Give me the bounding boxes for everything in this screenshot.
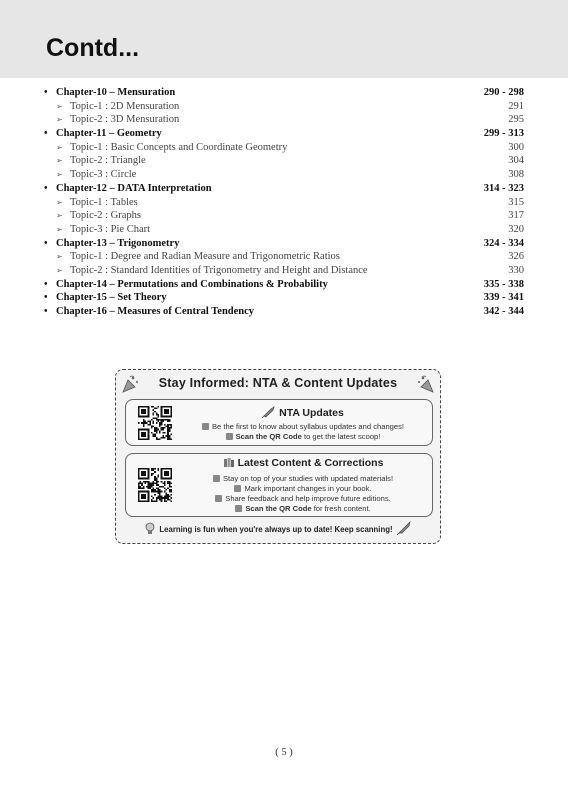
toc-pages: 335 - 338 xyxy=(483,278,524,290)
toc-topic-row xyxy=(44,141,524,155)
content-line-1: Stay on top of your studies with updated materials! xyxy=(174,474,432,483)
toc-topic-row xyxy=(44,100,524,114)
toc-entry xyxy=(44,305,254,319)
toc-topic-row xyxy=(44,250,524,264)
toc-pages: 342 - 344 xyxy=(483,306,524,317)
toc-label: Topic-3 : Pie Chart xyxy=(70,223,151,235)
toc-topic-row xyxy=(44,223,524,237)
toc-topic-row xyxy=(44,264,524,278)
arrow-bullet-icon: ➢ xyxy=(56,252,63,262)
toc-label: Chapter-15 – Set Theory xyxy=(56,292,167,304)
rocket-icon xyxy=(397,521,411,535)
bullet-icon: • xyxy=(44,306,48,317)
page-number: ( 5 ) xyxy=(275,747,293,758)
nta-updates-box xyxy=(125,399,433,446)
toc-pages: 339 - 341 xyxy=(483,292,524,304)
toc-label: Chapter-10 – Mensuration xyxy=(56,87,176,98)
content-line-2: Mark important changes in your book. xyxy=(174,484,432,493)
toc-entry xyxy=(44,182,212,196)
toc-label: Topic-2 : Standard Identities of Trigonometry and Height and Distance xyxy=(70,264,368,276)
books-icon xyxy=(223,457,235,468)
toc-entry xyxy=(44,86,175,100)
arrow-bullet-icon: ➢ xyxy=(56,156,63,166)
toc-chapter-row xyxy=(44,237,524,251)
toc-pages: 295 xyxy=(508,114,524,126)
toc-pages: 291 xyxy=(508,100,524,112)
toc-pages: 330 xyxy=(508,264,524,276)
toc-chapter-row xyxy=(44,291,524,305)
toc-label: Chapter-11 – Geometry xyxy=(56,128,162,140)
toc-entry xyxy=(56,250,340,264)
toc-entry xyxy=(56,100,179,114)
toc-entry xyxy=(56,141,287,155)
arrow-bullet-icon: ➢ xyxy=(56,115,63,125)
toc-entry xyxy=(56,113,179,127)
phone-icon xyxy=(235,505,242,512)
toc-entry xyxy=(56,264,368,278)
bullet-icon: • xyxy=(44,87,48,98)
megaphone-icon xyxy=(202,423,209,430)
toc-chapter-row xyxy=(44,127,524,141)
toc-topic-row xyxy=(44,113,524,127)
arrow-bullet-icon: ➢ xyxy=(56,197,63,207)
memo-icon xyxy=(234,485,241,492)
toc-label: Topic-2 : Triangle xyxy=(70,155,146,167)
toc-entry xyxy=(44,291,167,305)
content-line-4: Scan the QR Code for fresh content. xyxy=(174,504,432,513)
toc-topic-row xyxy=(44,154,524,168)
toc-pages: 317 xyxy=(508,210,524,222)
arrow-bullet-icon: ➢ xyxy=(56,101,63,111)
page-title: Contd... xyxy=(46,34,140,62)
phone-icon xyxy=(226,433,233,440)
toc-entry xyxy=(56,209,141,223)
toc-pages: 300 xyxy=(508,141,524,153)
party-popper-icon xyxy=(416,374,436,394)
toc-label: Topic-2 : Graphs xyxy=(70,210,141,222)
toc-pages: 314 - 323 xyxy=(483,182,524,194)
nta-line-2: Scan the QR Code to get the latest scoop! xyxy=(174,432,432,441)
toc-pages: 299 - 313 xyxy=(483,128,524,140)
content-line-3: Share feedback and help improve future editions. xyxy=(174,494,432,503)
bullet-icon: • xyxy=(44,237,48,249)
toc-chapter-row xyxy=(44,86,524,100)
sparkle-icon xyxy=(213,475,220,482)
toc-entry xyxy=(56,168,136,182)
toc-label: Chapter-12 – DATA Interpretation xyxy=(56,182,212,194)
toc-entry xyxy=(44,237,179,251)
qr-code-content[interactable] xyxy=(138,468,172,502)
toc-entry xyxy=(56,196,138,210)
toc-label: Chapter-16 – Measures of Central Tendency xyxy=(56,306,255,317)
toc-label: Topic-1 : Degree and Radian Measure and Trigonometric Ratios xyxy=(70,251,340,263)
toc-pages: 290 - 298 xyxy=(483,87,524,98)
toc-label: Chapter-14 – Permutations and Combinations & Probability xyxy=(56,278,328,290)
bullet-icon: • xyxy=(44,292,48,304)
updates-footer: Learning is fun when you're always up to date! Keep scanning! xyxy=(116,521,440,535)
updates-title: Stay Informed: NTA & Content Updates xyxy=(158,376,398,390)
nta-updates-title: NTA Updates xyxy=(174,406,432,419)
qr-code-nta[interactable] xyxy=(138,406,172,440)
toc-label: Chapter-13 – Trigonometry xyxy=(56,237,180,249)
toc-label: Topic-1 : Tables xyxy=(70,196,138,208)
updates-panel xyxy=(115,369,441,544)
toc-pages: 326 xyxy=(508,251,524,263)
bullet-icon: • xyxy=(44,128,48,140)
toc-pages: 308 xyxy=(508,169,524,181)
toc-label: Topic-3 : Circle xyxy=(70,169,137,181)
toc-pages: 304 xyxy=(508,155,524,167)
lightbulb-icon xyxy=(145,522,155,535)
content-updates-title: Latest Content & Corrections xyxy=(174,457,432,469)
toc-pages: 324 - 334 xyxy=(483,237,524,249)
toc-entry xyxy=(56,154,146,168)
toc-label: Topic-1 : 2D Mensuration xyxy=(70,100,180,112)
toc-chapter-row xyxy=(44,278,524,292)
toc-entry xyxy=(44,278,328,292)
rocket-icon xyxy=(262,406,276,418)
toc-topic-row xyxy=(44,209,524,223)
toc-pages: 315 xyxy=(508,196,524,208)
toc-label: Topic-1 : Basic Concepts and Coordinate Geometry xyxy=(70,141,288,153)
pencil-icon xyxy=(215,495,222,502)
toc-topic-row xyxy=(44,196,524,210)
toc-chapter-row xyxy=(44,182,524,196)
bullet-icon: • xyxy=(44,278,48,290)
toc-chapter-row xyxy=(44,305,524,319)
toc-entry xyxy=(44,127,162,141)
toc-pages: 320 xyxy=(508,223,524,235)
toc-topic-row xyxy=(44,168,524,182)
content-updates-box xyxy=(125,453,433,517)
arrow-bullet-icon: ➢ xyxy=(56,265,63,275)
arrow-bullet-icon: ➢ xyxy=(56,224,63,234)
table-of-contents xyxy=(44,86,524,319)
arrow-bullet-icon: ➢ xyxy=(56,170,63,180)
toc-entry xyxy=(56,223,150,237)
toc-label: Topic-2 : 3D Mensuration xyxy=(70,114,180,126)
bullet-icon: • xyxy=(44,182,48,194)
nta-line-1: Be the first to know about syllabus updates and changes! xyxy=(174,422,432,431)
arrow-bullet-icon: ➢ xyxy=(56,211,63,221)
arrow-bullet-icon: ➢ xyxy=(56,142,63,152)
